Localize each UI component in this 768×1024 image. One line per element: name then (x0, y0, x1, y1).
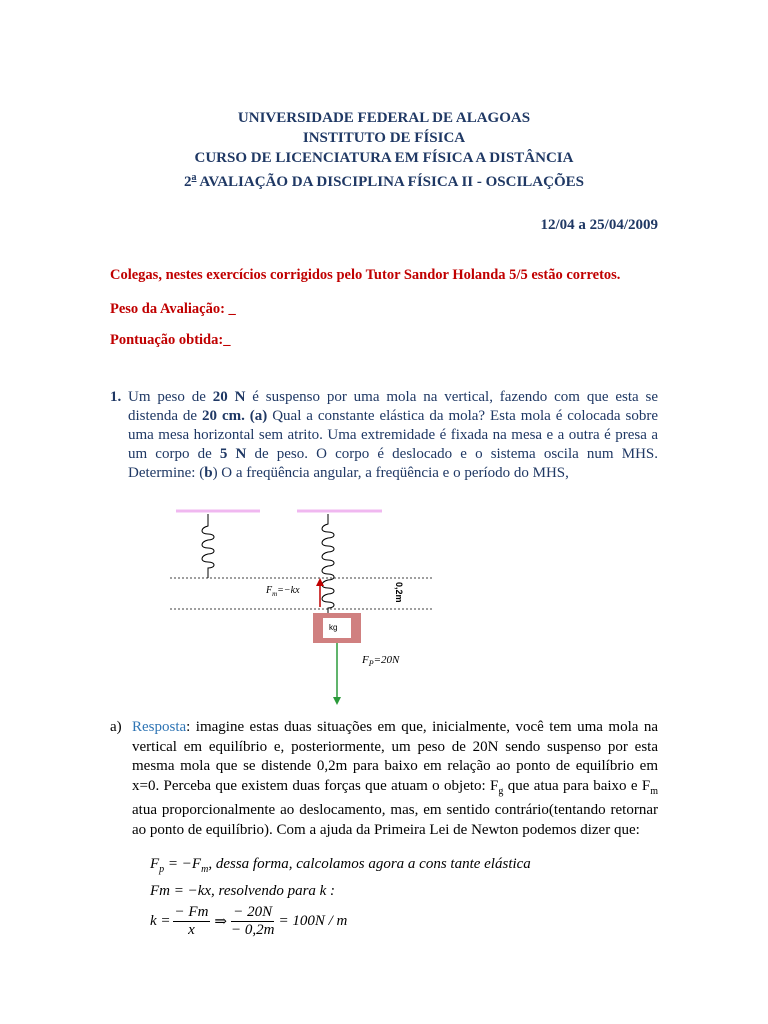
q-bold-weight: 20 N (212, 389, 246, 405)
equation-3 (150, 904, 347, 939)
answer-part: atua proporcionalmente ao deslocamento, mas, em sentido contrário(tentando retornar ao ponto de equilíbrio). Com a ajuda da Primeira Lei de Newton podemos dizer que: (132, 802, 658, 838)
q-text-part: ) O a freqüência angular, a freqüência e o período do MHS, (212, 465, 569, 481)
course-name: CURSO DE LICENCIATURA EM FÍSICA A DISTÂNCIA (194, 150, 574, 166)
spring-right (322, 514, 334, 616)
document-header (0, 108, 768, 192)
q-bold-item-b: b (204, 465, 213, 481)
fm-subscript: m (272, 590, 278, 598)
fm-expression: =−kx (277, 585, 300, 596)
displacement-label-wrap (392, 582, 412, 610)
question-text (128, 388, 658, 483)
eq3-den-2: − 0,2m (230, 922, 275, 938)
answer-part: que atua para baixo e F (503, 777, 651, 794)
eq1-text-end: te elástica (469, 856, 531, 872)
implies-arrow: ⇒ (214, 914, 227, 930)
equation-2: Fm = −kx, resolvendo para k : (150, 883, 336, 899)
q-bold-mass-weight: 5 N (219, 446, 247, 462)
eq3-k: k = (150, 913, 171, 929)
fp-label (362, 654, 399, 668)
eq3-num-2: − 20N (231, 904, 274, 922)
answer-part: : imagine estas duas situações em que, inicialmente, você tem uma mola na vertical em equilíbrio e, posteriormente, um peso de 20N sendo suspenso por esta mesma mola que se distende 0,2m para baixo em relação ao ponto de equilíbrio em x=0. Perceba que existem duas forças que atuam o objeto: F (132, 719, 658, 794)
eq3-den-1: x (188, 922, 195, 938)
notice-text: Colegas, nestes exercícios corrigidos pelo Tutor Sandor Holanda 5/5 estão corretos. (110, 267, 621, 283)
date-range: 12/04 a 25/04/2009 (540, 217, 658, 233)
eq1-fp: F (150, 856, 160, 872)
fg-subscript: g (498, 785, 504, 797)
peso-field: Peso da Avaliação: _ (110, 301, 236, 317)
evaluation-title (0, 168, 768, 192)
q-text-part: Qual a constante elástica da mola? Esta mola é colocada sobre uma mesa horizontal sem atrito. Uma extremidade é fixada na mesa e a outra é presa a um corpo de (128, 408, 658, 462)
eq1-text: , dessa forma, calcolamos agora a cons tan (208, 856, 470, 872)
equation-1 (150, 856, 531, 875)
fm-label (266, 585, 300, 598)
university-name: UNIVERSIDADE FEDERAL DE ALAGOAS (237, 110, 531, 126)
resposta-label: Resposta (132, 719, 187, 735)
institute-name: INSTITUTO DE FÍSICA (302, 130, 466, 146)
mass-label: kg (329, 623, 338, 632)
eq1-sub-m: m (201, 864, 209, 875)
eq1-sub-p: p (159, 864, 165, 875)
pontuacao-field: Pontuação obtida:_ (110, 332, 231, 348)
q-bold-item-a: (a) (244, 408, 268, 424)
eq1-minus-fm: = −F (164, 856, 202, 872)
q-text-part: é suspenso por uma mola na vertical, fazendo com que esta se distenda de (128, 389, 659, 424)
spring-diagram (160, 500, 460, 710)
evaluation-ordinal: a (191, 172, 197, 183)
fm-symbol: F (266, 585, 273, 596)
q-text-part: Um peso de (128, 389, 213, 405)
fp-subscript: P (368, 659, 374, 669)
fp-expression: =20N (373, 654, 400, 666)
fm-subscript-text: m (650, 785, 658, 797)
eq3-fraction-1 (173, 904, 211, 939)
answer-text (132, 718, 658, 841)
displacement-label: 0,2m (394, 582, 404, 603)
fp-symbol: F (362, 654, 369, 666)
evaluation-number: 2 (184, 174, 192, 190)
eq3-fraction-2 (231, 904, 274, 939)
question-number: 1. (110, 389, 122, 405)
spring-left (202, 514, 214, 578)
question-1 (110, 388, 658, 483)
q-text-part: de peso. O corpo é deslocado e o sistema oscila num MHS. Determine: ( (128, 446, 658, 481)
answer-a (110, 718, 658, 841)
weight-force-arrowhead (333, 697, 341, 705)
q-bold-distance: 20 cm. (202, 408, 245, 424)
eq3-num-1: − Fm (174, 904, 209, 920)
evaluation-subject: AVALIAÇÃO DA DISCIPLINA FÍSICA II - OSCILAÇÕES (196, 174, 584, 190)
answer-label: a) (110, 719, 122, 735)
eq3-result: = 100N / m (278, 913, 348, 929)
